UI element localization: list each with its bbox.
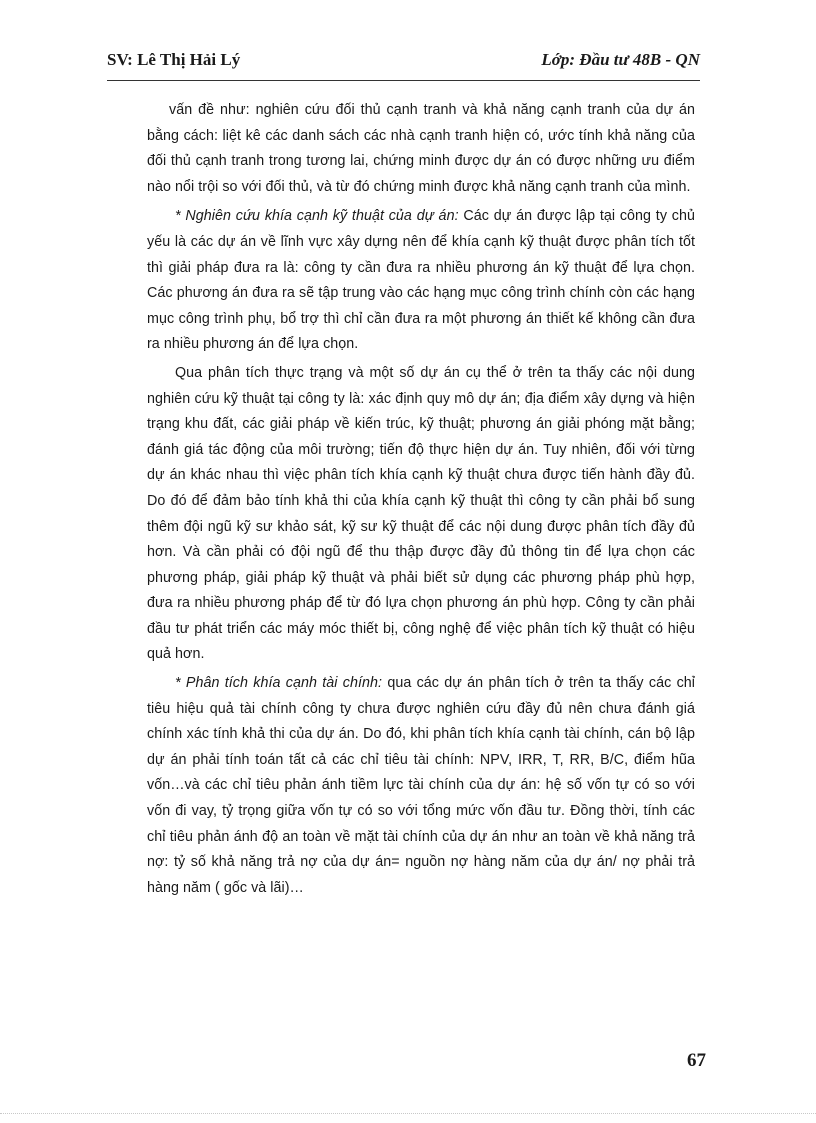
paragraph-technical-analysis	[147, 361, 695, 668]
paragraph-lead: * Phân tích khía cạnh tài chính:	[175, 675, 383, 692]
paragraph-text: vấn đề như: nghiên cứu đối thủ cạnh tranh và khả năng cạnh tranh của dự án bằng cách: liệt kê các danh sách các nhà cạnh tranh hiện có, ước tính khả năng của đối thủ cạnh tranh trong tương lai, chứng minh được dự án có được những ưu điểm nào nổi trội so với đối thủ, và từ đó chứng minh được khả năng cạnh tranh của mình.	[147, 102, 695, 195]
header-student-name: SV: Lê Thị Hải Lý	[107, 50, 241, 69]
header-divider	[107, 80, 700, 81]
paragraph-text: qua các dự án phân tích ở trên ta thấy các chỉ tiêu hiệu quả tài chính công ty chưa được nghiên cứu đầy đủ nên chưa đánh giá chính xác tính khả thi của dự án. Do đó, khi phân tích khía cạnh tài chính, cán bộ lập dự án phải tính toán tất cả các chỉ tiêu tài chính: NPV, IRR, T, RR, B/C, điểm hũa vốn…và các chỉ tiêu phản ánh tiềm lực tài chính của dự án: hệ số vốn tự có so với vốn đi vay, tỷ trọng giữa vốn tự có so với tổng mức vốn đầu tư. Đồng thời, tính các chỉ tiêu phản ánh độ an toàn về mặt tài chính của dự án như an toàn về khả năng trả nợ: tỷ số khả năng trả nợ của dự án= nguồn nợ hàng năm của dự án/ nợ phải trả hàng năm ( gốc và lãi)…	[147, 675, 695, 896]
paragraph-competition	[147, 98, 695, 200]
paragraph-technical-aspect	[147, 204, 695, 358]
header-class-name: Lớp: Đầu tư 48B - QN	[541, 50, 700, 69]
page-number: 67	[687, 1050, 706, 1071]
paragraph-text: Các dự án được lập tại công ty chủ yếu là các dự án về lĩnh vực xây dựng nên để khía cạnh kỹ thuật được phân tích tốt thì giải pháp đưa ra là: công ty cần đưa ra nhiều phương án kỹ thuật để lựa chọn. Các phương án đưa ra sẽ tập trung vào các hạng mục công trình chính còn các hạng mục công trình phụ, bổ trợ thì chỉ cần đưa ra một phương án thiết kế không cần đưa ra nhiều phương án để lựa chọn.	[147, 208, 695, 353]
page-header	[107, 50, 700, 76]
paragraph-text: Qua phân tích thực trạng và một số dự án cụ thể ở trên ta thấy các nội dung nghiên cứu kỹ thuật tại công ty là: xác định quy mô dự án; địa điểm xây dựng và hiện trạng khu đất, các giải pháp về kiến trúc, kỹ thuật; phương án giải phóng mặt bằng; đánh giá tác động của môi trường; tiến độ thực hiện dự án. Tuy nhiên, đối với từng dự án khác nhau thì việc phân tích khía cạnh kỹ thuật chưa được tiến hành đầy đủ. Do đó để đảm bảo tính khả thi của khía cạnh kỹ thuật thì công ty cần phải bổ sung thêm đội ngũ kỹ sư khảo sát, kỹ sư kỹ thuật để các nội dung được phân tích đầy đủ hơn. Và cần phải có đội ngũ để thu thập được đầy đủ thông tin để lựa chọn các phương pháp, giải pháp kỹ thuật và phải biết sử dụng các phương pháp phù hợp, đưa ra nhiều phương pháp để từ đó lựa chọn phương án phù hợp. Công ty cần phải đầu tư phát triển các máy móc thiết bị, công nghệ để việc phân tích kỹ thuật có hiệu quả hơn.	[147, 364, 695, 663]
document-body	[147, 98, 695, 901]
paragraph-financial-aspect	[147, 671, 695, 901]
paragraph-lead: * Nghiên cứu khía cạnh kỹ thuật của dự án:	[175, 208, 459, 225]
footer-dotted-line	[0, 1113, 816, 1114]
